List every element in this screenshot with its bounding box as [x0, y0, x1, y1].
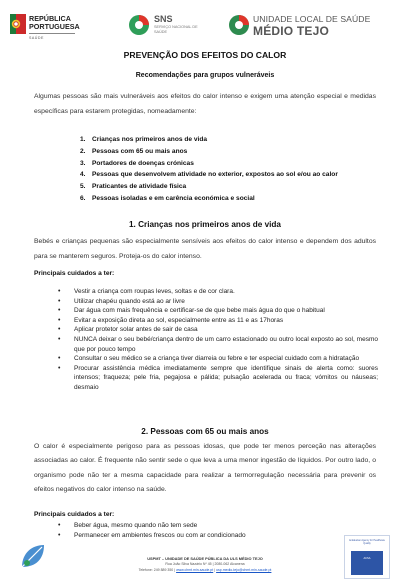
document-title: PREVENÇÃO DOS EFEITOS DO CALOR — [123, 50, 287, 60]
list-item: 5. Praticantes de atividade física — [80, 183, 187, 191]
list-item: 6. Pessoas isoladas e em carência económica e social — [80, 194, 255, 202]
sns-name: SNS — [154, 14, 173, 24]
footer-phone: Telefone: 249 889 350 | — [138, 568, 177, 572]
document-subtitle: Recomendações para grupos vulneráveis — [135, 72, 275, 79]
list-item: • Evitar a exposição direta ao sol, especialmente entre as 11 e as 17horas — [56, 316, 378, 326]
footer-email-link[interactable]: usp.medio-tejo@chmt.min-saude.pt — [216, 568, 272, 572]
footer — [0, 533, 410, 580]
section-heading-elderly: 2. Pessoas com 65 ou mais anos — [141, 427, 269, 436]
footer-address: Rua João Silva Nazário Nº 45 | 2080-062 Alcanena — [165, 562, 245, 566]
footer-unit-name: USPMT – UNIDADE DE SAÚDE PÚBLICA DA ULS MÉDIO TEJO — [147, 556, 263, 561]
list-item: • Permanecer em ambientes frescos ou com ar condicionado — [56, 531, 378, 541]
uls-line1: UNIDADE LOCAL DE SAÚDE — [253, 14, 371, 24]
accreditation-badge — [344, 535, 390, 579]
section-heading-children: 1. Crianças nos primeiros anos de vida — [129, 220, 281, 229]
republica-line1: REPÚBLICA — [29, 14, 71, 23]
list-item: • Aplicar protetor solar antes de sair de casa — [56, 325, 378, 335]
list-item: • Procurar assistência médica imediatamente sempre que identifique sinais de alerta como: suores intensos; fraqueza; pele fria, pegajosa e pálida; pulsação acelerada ou fraca; vómitos ou náuseas; desmaio — [56, 364, 378, 393]
list-item: 2. Pessoas com 65 ou mais anos — [80, 147, 188, 155]
list-item: • Utilizar chapéu quando está ao ar livre — [56, 297, 378, 307]
uls-swirl-icon — [228, 14, 250, 36]
uls-line2: MÉDIO TEJO — [253, 24, 330, 38]
accreditation-badge-box — [351, 551, 383, 575]
uls-medio-tejo-logo — [228, 12, 403, 46]
footer-separator: | — [213, 568, 217, 572]
sns-logo — [128, 12, 228, 46]
republica-line3: SAÚDE — [29, 36, 44, 40]
section1-care-list — [56, 287, 378, 393]
intro-paragraph: Algumas pessoas são mais vulneráveis aos efeitos do calor intenso e exigem uma atenção especial e medidas específicas para estarem protegidas, nomeadamente: — [34, 93, 376, 115]
list-item: 3. Portadores de doenças crónicas — [80, 159, 194, 167]
accreditation-badge-caption: Andalucian Agency for Healthcare Quality — [348, 539, 385, 545]
section1-paragraph: Bebés e crianças pequenas são especialmente sensíveis aos efeitos do calor intenso e dependem dos adultos para se manterem seguros. Proteja-os do calor intenso. — [34, 238, 376, 260]
portugal-shield-icon — [10, 14, 26, 34]
list-item: • NUNCA deixar o seu bebé/criança dentro de um carro estacionado ou outro local exposto ao sol, mesmo que por pouco tempo — [56, 335, 378, 354]
accreditation-badge-label: ACSA — [363, 557, 371, 560]
section2-paragraph: O calor é especialmente perigoso para as pessoas idosas, que pode ter menos perceção nas alterações associadas ao calor. É frequente não sentir sede o que leva a uma menor ingestão de líquidos. Por outro lado, o organismo pode não ter a mesma capacidade para realizar a termorregulação necessária para prevenir os efeitos negativos do calor intenso na saúde. — [34, 443, 376, 494]
section2-care-label: Principais cuidados a ter: — [34, 511, 115, 518]
list-item: 1. Crianças nos primeiros anos de vida — [80, 136, 208, 143]
republica-portuguesa-logo — [10, 12, 120, 46]
list-item: • Vestir a criança com roupas leves, soltas e de cor clara. — [56, 287, 378, 297]
republica-line2: PORTUGUESA — [29, 22, 80, 31]
vulnerable-groups-list — [80, 134, 338, 205]
list-item: 4. Pessoas que desenvolvem atividade no exterior, expostos ao sol e/ou ao calor — [80, 171, 338, 179]
section1-care-label: Principais cuidados a ter: — [34, 270, 115, 277]
footer-website-link[interactable]: www.chmt.min-saude.pt — [176, 568, 214, 572]
list-item: • Consultar o seu médico se a criança tiver diarreia ou febre e ter especial cuidado com a hidratação — [56, 354, 378, 364]
sns-swirl-icon — [128, 14, 150, 36]
sns-subtitle: SERVIÇO NACIONAL DE SAÚDE — [154, 25, 198, 34]
list-item: • Beber água, mesmo quando não tem sede — [56, 521, 378, 531]
header — [0, 12, 410, 46]
republica-divider — [29, 33, 75, 34]
list-item: • Dar água com mais frequência e certificar-se de que bebe mais água do que o habitual — [56, 306, 378, 316]
